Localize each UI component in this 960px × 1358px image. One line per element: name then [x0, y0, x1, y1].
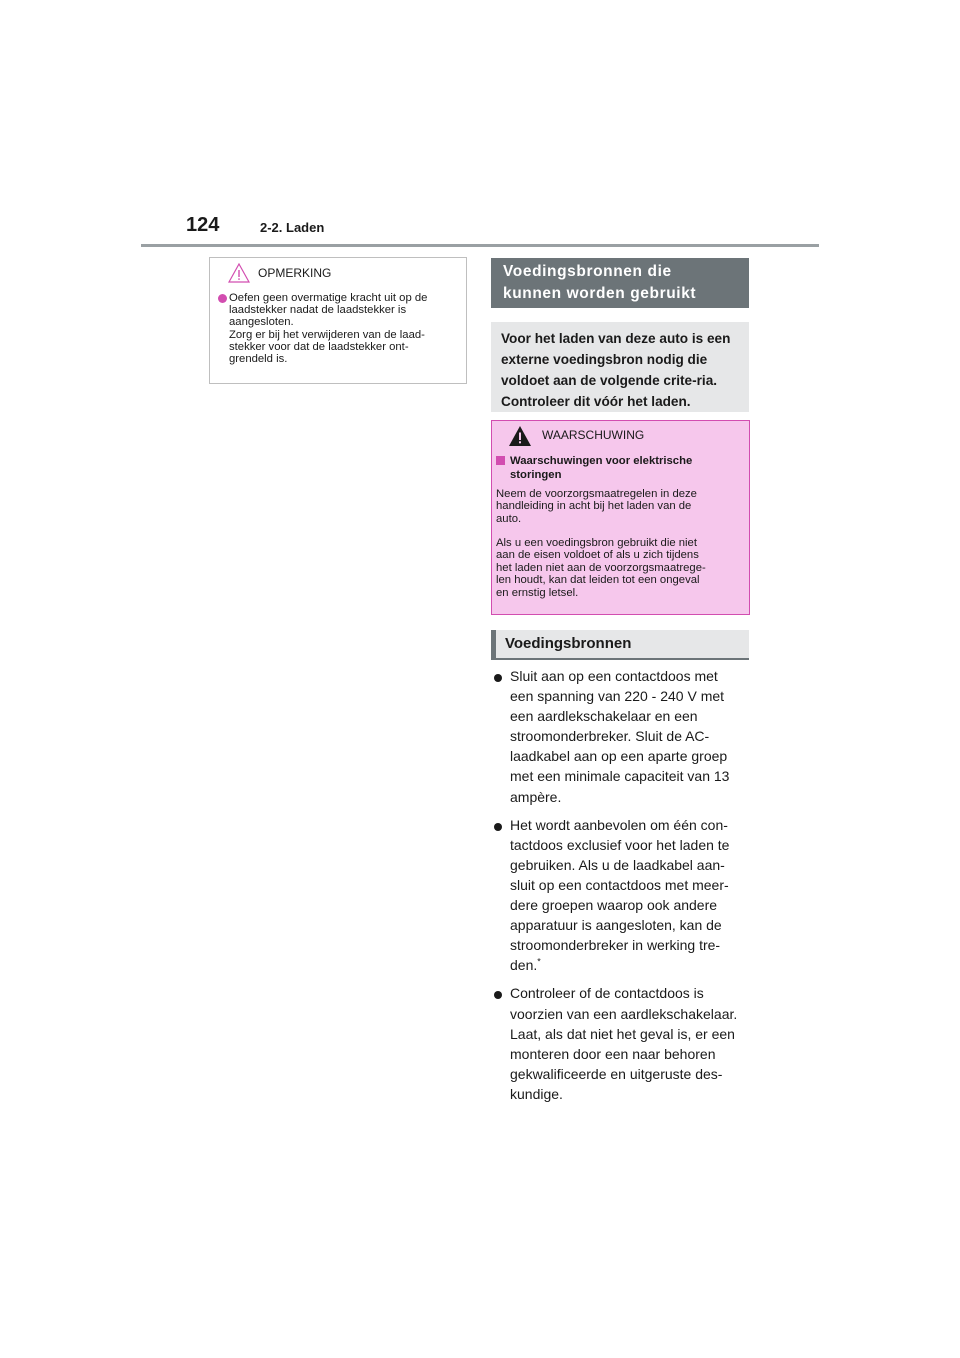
note-header — [210, 263, 466, 285]
list-item — [491, 815, 751, 976]
footnote-marker: * — [537, 956, 541, 967]
subsection-heading: Voedingsbronnen — [491, 630, 749, 660]
bullet-icon — [494, 674, 502, 682]
section-heading-line-2: kunnen worden gebruikt — [503, 285, 697, 302]
warning-title: WAARSCHUWING — [542, 428, 645, 442]
section-heading-line-1: Voedingsbronnen die — [503, 263, 672, 280]
warning-subheading-text: Waarschuwingen voor elektrische storingen — [510, 455, 693, 481]
intro-box: Voor het laden van deze auto is een externe voedingsbron nodig die voldoet aan de volgende crite-ria. Controleer dit vóór het laden. — [491, 322, 749, 412]
warning-box — [491, 420, 750, 615]
warning-paragraph-2: Als u een voedingsbron gebruikt die niet aan de eisen voldoet of als u zich tijdens het laden niet aan de voorzorgsmaatrege- len houdt, kan dat leiden tot een ongeval en ernstig letsel. — [496, 537, 706, 599]
note-title: OPMERKING — [258, 266, 332, 280]
list-item — [491, 666, 751, 807]
list-item-text: Controleer of de contactdoos is voorzien van een aardlekschakelaar. Laat, als dat niet het geval is, er een monteren door een naar behoren gekwalificeerde en uitgeruste des- kundige. — [510, 985, 738, 1102]
page-number: 124 — [186, 214, 220, 236]
note-item — [218, 292, 462, 365]
section-heading-banner — [491, 258, 749, 308]
list-item-text: Sluit aan op een contactdoos met een spanning van 220 - 240 V met een aardlekschakelaar en een stroomonderbreker. Sluit de AC- laadkabel aan op een aparte groep met een minimale capaciteit van 13 ampère. — [510, 668, 730, 805]
note-text: Oefen geen overmatige kracht uit op de laadstekker nadat de laadstekker is aangesloten. Zorg er bij het verwijderen van de laad- stekker voor dat de laadstekker ont- grendeld is. — [229, 292, 428, 366]
bullet-icon — [494, 991, 502, 999]
bullet-icon — [218, 294, 227, 303]
header-rule — [141, 244, 819, 247]
square-bullet-icon — [496, 456, 505, 465]
section-label: 2-2. Laden — [260, 220, 325, 235]
bullet-icon — [494, 823, 502, 831]
warning-subheading — [496, 454, 744, 482]
list-item-text: Het wordt aanbevolen om één con- tactdoos exclusief voor het laden te gebruiken. Als u de laadkabel aan- sluit op een contactdoos met meer- dere groepen waarop ook andere apparatuur is aangesloten, kan de stroomonderbreker in werking tre- den. — [510, 816, 730, 974]
warning-paragraph-1: Neem de voorzorgsmaatregelen in deze handleiding in acht bij het laden van de auto. — [496, 488, 697, 525]
list-item — [491, 983, 751, 1104]
caution-triangle-icon — [228, 263, 250, 283]
power-source-list — [491, 666, 751, 1112]
warning-triangle-icon — [508, 425, 532, 447]
note-box — [209, 257, 467, 384]
